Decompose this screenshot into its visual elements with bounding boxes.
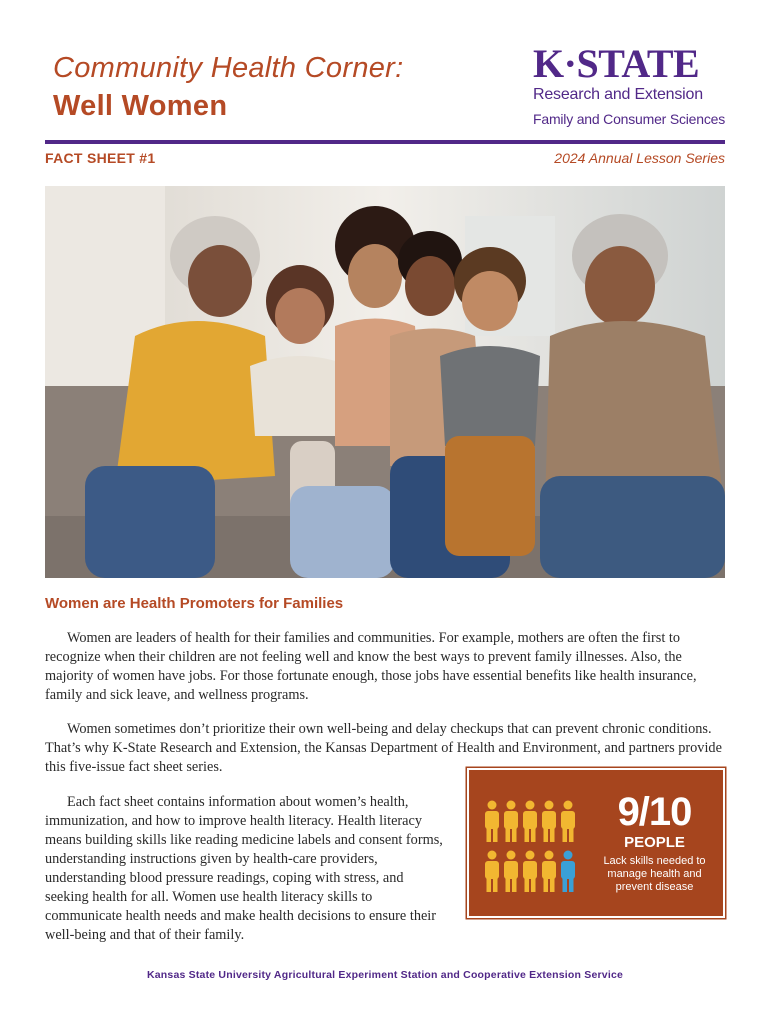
logo-wordmark: K·STATE	[533, 41, 700, 86]
footer-text: Kansas State University Agricultural Experiment Station and Cooperative Extension Service	[146, 969, 624, 981]
series-label: 2024 Annual Lesson Series	[554, 150, 725, 166]
header-divider	[45, 140, 725, 144]
fact-sheet-label: FACT SHEET #1	[45, 150, 156, 166]
paragraph-2: Women sometimes don’t prioritize their own well-being and delay checkups that can prevent chronic conditions. That’s why K-State Research and Extension, the Kansas Department of Health and Environment, and partners provide this five-issue fact sheet series.	[45, 721, 722, 775]
person-icon	[504, 851, 518, 893]
person-icon	[561, 801, 575, 843]
family-photo	[45, 186, 725, 578]
paragraph-1: Women are leaders of health for their families and communities. For example, mothers are often the first to recognize when their children are not feeling well and know the best ways to prevent family illnesses. Also, the majority of women have jobs. For those fortunate enough, those jobs have essential benefits like health insurance, family and sick leave, and wellness programs.	[45, 630, 697, 703]
person-icon	[542, 801, 556, 843]
person-icon	[485, 851, 499, 893]
stat-callout	[467, 768, 725, 918]
person-icon	[523, 801, 537, 843]
logo-subtitle: Research and Extension	[533, 86, 703, 103]
person-icon	[504, 801, 518, 843]
kstate-logo	[533, 41, 728, 127]
person-icon	[542, 851, 556, 893]
stat-label: PEOPLE	[624, 834, 685, 851]
stat-number: 9/10	[617, 790, 692, 834]
logo-department: Family and Consumer Sciences	[533, 111, 726, 127]
person-icon	[523, 851, 537, 893]
stat-description: Lack skills needed to manage health and prevent disease	[603, 855, 706, 893]
people-icon-grid	[483, 796, 583, 896]
page-title-line2: Well Women	[53, 90, 228, 122]
page-title-line1: Community Health Corner:	[53, 52, 404, 84]
person-icon	[561, 851, 575, 893]
person-icon	[485, 801, 499, 843]
paragraph-3: Each fact sheet contains information about women’s health, immunization, and how to improve health literacy. Health literacy means building skills like reading medicine labels and consent forms, understanding instructions given by health-care providers, understanding blood pressure readings, coping with stress, and seeking health for all. Women use health literacy skills to communicate health needs and make health decisions to ensure their well-being and that of their family.	[45, 794, 443, 943]
section-heading: Women are Health Promoters for Families	[45, 595, 344, 612]
